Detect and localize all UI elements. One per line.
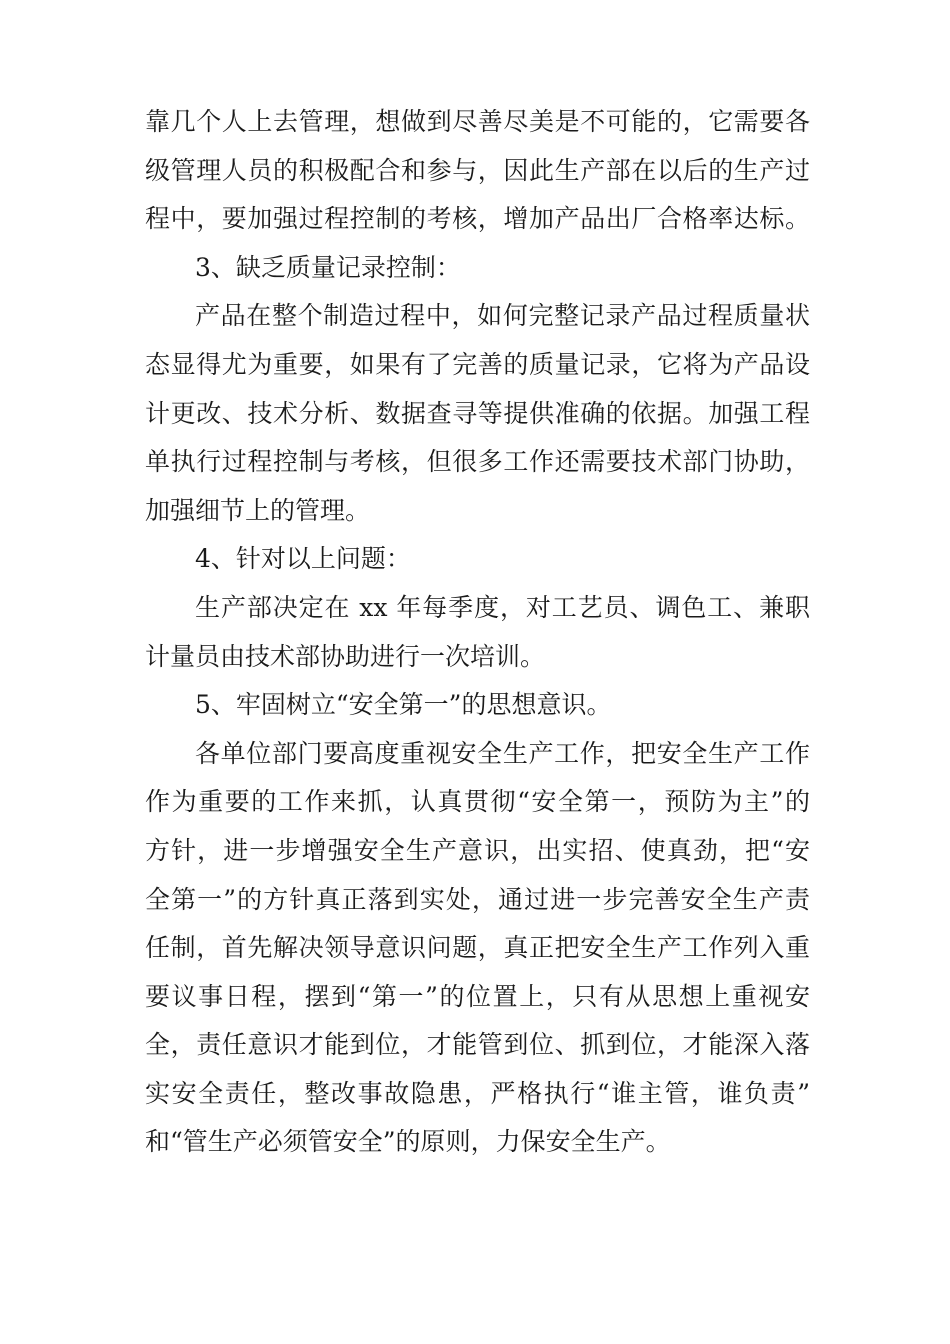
document-text-line: 计更改、技术分析、数据查寻等提供准确的依据。加强工程 (145, 398, 810, 428)
document-text-line: 3、缺乏质量记录控制： (195, 252, 461, 282)
document-text-line: 全，责任意识才能到位，才能管到位、抓到位，才能深入落 (145, 1030, 810, 1060)
document-text-line: 靠几个人上去管理，想做到尽善尽美是不可能的，它需要各 (145, 107, 810, 136)
document-text-line: 和“管生产必须管安全”的原则，力保安全生产。 (145, 1127, 671, 1157)
document-text-line: 各单位部门要高度重视安全生产工作，把安全生产工作 (195, 738, 810, 768)
document-text-line: 实安全责任，整改事故隐患，严格执行“谁主管，谁负责” (145, 1078, 810, 1108)
document-text-line: 生产部决定在 xx 年每季度，对工艺员、调色工、兼职 (195, 592, 810, 622)
document-text-line: 5、牢固树立“安全第一”的思想意识。 (195, 690, 612, 720)
document-text-line: 作为重要的工作来抓，认真贯彻“安全第一，预防为主”的 (145, 787, 810, 817)
document-text-line: 方针，进一步增强安全生产意识，出实招、使真劲，把“安 (145, 835, 810, 865)
document-text-line: 态显得尤为重要，如果有了完善的质量记录，它将为产品设 (145, 349, 810, 379)
document-text-line: 单执行过程控制与考核，但很多工作还需要技术部门协助， (145, 447, 810, 477)
document-text-line: 任制，首先解决领导意识问题，真正把安全生产工作列入重 (145, 933, 810, 963)
document-text-line: 级管理人员的积极配合和参与，因此生产部在以后的生产过 (145, 155, 810, 185)
document-text-line: 全第一”的方针真正落到实处，通过进一步完善安全生产责 (145, 884, 810, 914)
document-text-line: 产品在整个制造过程中，如何完整记录产品过程质量状 (195, 301, 810, 331)
document-body (145, 98, 810, 1167)
document-text-line: 计量员由技术部协助进行一次培训。 (145, 641, 546, 671)
document-text-line: 程中，要加强过程控制的考核，增加产品出厂合格率达标。 (145, 204, 810, 234)
document-text-line: 要议事日程，摆到“第一”的位置上，只有从思想上重视安 (145, 981, 810, 1011)
document-text-line: 加强细节上的管理。 (145, 495, 371, 525)
document-text-line: 4、针对以上问题： (195, 544, 411, 574)
